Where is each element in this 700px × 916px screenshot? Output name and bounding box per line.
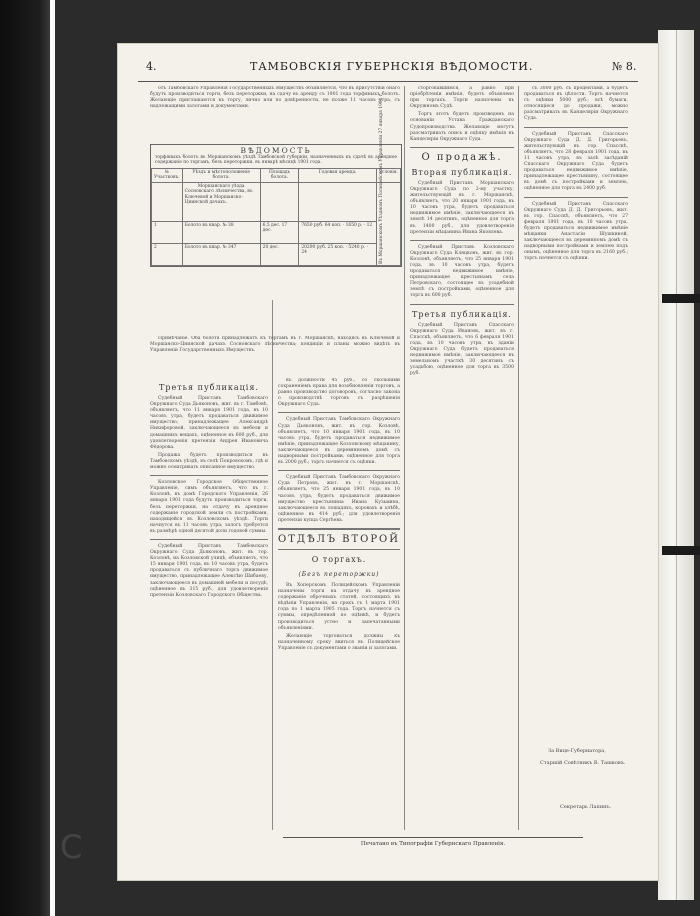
signoff-name: Старшій Совѣтникъ В. Ташковъ. bbox=[540, 760, 626, 766]
notice-paragraph: Торгъ этотъ будетъ произведенъ на основаніи Устава Гражданскаго Судопроизводства. Желающіе могутъ разсматривать опись и оцѣнку имѣнія въ Канцеляріи Окружнаго Суда. bbox=[410, 112, 514, 142]
table-cell: Моршанскаго уѣзда Сосновскаго лѣсничества, въ Ключевой и Моршанско-Цнинской дачахъ. bbox=[182, 182, 260, 221]
side-mark: C bbox=[60, 828, 83, 866]
section-subheading: Вторая публикація. bbox=[411, 167, 513, 177]
issue-number: № 8. bbox=[612, 60, 637, 73]
section-subheading: О торгахъ. bbox=[311, 554, 367, 564]
table-header: Уѣздъ и мѣстоположеніе болота. bbox=[182, 168, 260, 182]
table-header: Площадь болота. bbox=[260, 168, 299, 182]
notice-paragraph: Продажа будетъ производиться въ Тамбовскомъ уѣздѣ, въ селѣ Покровскомъ, гдѣ и можно осматривать описанное имущество. bbox=[150, 452, 268, 471]
column-divider bbox=[272, 300, 273, 830]
table-header: Условія. bbox=[376, 168, 400, 182]
column-1 bbox=[150, 378, 268, 830]
notice-paragraph: съ 3000 руб. съ процентами, а будетъ продаваться въ цѣлости. Торгъ начнется съ оцѣнки 5000 руб.; всѣ бумаги, относящіеся до продажи, можно разсматривать въ Канцеляріи Окружнаго Суда. bbox=[524, 86, 628, 122]
table-header: № Участковъ. bbox=[152, 168, 183, 182]
gutter-mark bbox=[662, 546, 700, 555]
notice-paragraph: Судебный Приставъ Моршанскаго Окружнаго Суда по 2-му участку, жительствующій въ г. Моршанскѣ, объявляетъ, что 20 января 1901 года, въ 10 часовъ утра, будетъ продаваться недвижимое имѣніе, заключающееся въ землѣ 14 десятинъ, оцѣненное для торга въ 1400 руб., для удовлетворенія претензіи мѣщанина Ивана Яковлева. bbox=[410, 180, 514, 235]
section-heading: О продажѣ. bbox=[421, 151, 503, 163]
table-row: 1 Болото въ квар. № 38 6,5 дес. 17 дес. 7650 руб. 64 коп. · 1650 р. · 12 bbox=[152, 221, 401, 243]
table-header: Годовая аренда. bbox=[299, 168, 377, 182]
notice-paragraph: сторговавшимся, а равно при пріобрѣтеніи имѣнія, будетъ объявлено при торгахъ. Торги назначены въ Окружномъ Судѣ. bbox=[410, 86, 514, 110]
notice-paragraph: Судебный Приставъ Козловскаго Окружнаго Суда Кляцковъ, жит. въ гор. Козловѣ, объявляетъ, что 25 января 1901 года, въ 10 часовъ утра, будетъ продаваться недвижимое имѣніе, принадлежащее крестьянамъ села Петровскаго, состоящее въ усадебной землѣ съ постройками, оцѣненное для торга въ 600 руб. bbox=[410, 244, 514, 299]
signoff-title: За Вице-Губернатора, bbox=[548, 748, 606, 754]
page-edge bbox=[658, 30, 694, 900]
gutter-mark bbox=[662, 294, 700, 303]
section-heading: Третья публикація. bbox=[159, 383, 259, 392]
notice-paragraph: Судебный Приставъ Тамбовскаго Окружнаго Суда Дьяконовъ, жит. въ гор. Козловѣ, на Козловской улицѣ, объявляетъ, что 15 января 1901 года, въ 10 часовъ утра, будетъ продаваться съ публичнаго торга движимое имущество, принадлежащее Алексѣю Шибаеву, заключающееся въ домашней мебели и посудѣ, оцѣненное въ 315 руб., для удовлетворенія претензіи Козловскаго Городского Общества. bbox=[150, 543, 268, 598]
notice-paragraph: Судебный Приставъ Тамбовскаго Окружнаго Суда Дьяконовъ, жит. въ г. Тамбовѣ, объявляетъ, что 11 января 1901 года, въ 10 часовъ утра, будетъ продаваться движимое имущество, принадлежащее Александрѣ Никифоровой, заключающееся въ мебели и домашнихъ вещахъ, оцѣненное въ 600 руб., для удовлетворенія претензіи Андрея Ивановича Фёдорова. bbox=[150, 396, 268, 450]
column-divider bbox=[404, 86, 405, 830]
column-4 bbox=[524, 86, 628, 726]
notice-paragraph: Желающіе торговаться должны къ назначенному сроку явиться въ Полицейское Управленіе съ документами о званіи и залогами. bbox=[278, 633, 400, 651]
secretary: Секретарь Лапинъ. bbox=[560, 804, 612, 810]
section-subheading: (Безъ переторжки) bbox=[298, 570, 380, 578]
notice-paragraph: Судебный Приставъ Тамбовскаго Окружнаго Суда Дьяконовъ, жит. въ гор. Козловѣ, объявляетъ, что 10 января 1901 года, въ 10 часовъ утра, будетъ продаваться недвижимое имѣніе, принадлежащее Козловскому мѣщанину, заключающееся въ деревянномъ домѣ съ надворными постройками, оцѣненное для торга въ 2000 руб.; торгъ начнется съ оцѣнки. bbox=[278, 417, 400, 466]
scan-border bbox=[0, 0, 55, 916]
notice-paragraph: Судебный Приставъ Спасскаго Окружнаго Суда Д. Д. Григорьевъ, жительствующій въ гор. Спасскѣ, объявляетъ, что 28 февраля 1901 года, въ 11 часовъ утра, въ залѣ засѣданій Спасскаго Окружнаго Суда будетъ продаваться недвижимое имѣніе, принадлежащее крестьянину, состоящее въ домѣ съ постройками и землею, оцѣненное для торга въ 2400 руб. bbox=[524, 131, 628, 192]
column-divider bbox=[518, 86, 519, 830]
notice-paragraph: Въ Хоперскомъ Полицейскомъ Управленіи назначены торги на отдачу въ арендное содержаніе оброчныхъ статей, состоящихъ въ вѣдѣніи Управленія, на срокъ съ 1 марта 1901 года по 1 марта 1905 года. Торгъ начнется съ суммы, опредѣленной по оцѣнкѣ, и будетъ производиться устно и запечатанными объявленіями. bbox=[278, 582, 400, 631]
table-title: ВѢДОМОСТЬ bbox=[240, 146, 312, 155]
column-3 bbox=[410, 86, 514, 830]
notice-paragraph: Судебный Приставъ Спасскаго Окружнаго Суда Ивановъ, жит. въ г. Спасскѣ, объявляетъ, что 6 февраля 1901 года, въ 10 часовъ утра, въ зданіи Окружнаго Суда будетъ продаваться недвижимое имѣніе, заключающееся въ земельномъ участкѣ 30 десятинъ съ усадьбою, оцѣненное для торга въ 3500 руб. bbox=[410, 322, 514, 377]
notice-paragraph: Судебный Приставъ Тамбовскаго Окружнаго Суда Петровъ, жит. въ г. Моршанскѣ, объявляетъ, что 25 января 1901 года, въ 10 часовъ утра, будетъ продаваться движимое имущество крестьянина Ивана Кузьмина, заключающееся въ лошадяхъ, коровахъ и хлѣбѣ, оцѣненное въ 414 руб.; для удовлетворенія претензіи купца Сергѣева. bbox=[278, 475, 400, 523]
footer-rule bbox=[283, 837, 583, 838]
section-heading: ОТДѢЛЪ ВТОРОЙ bbox=[278, 533, 400, 545]
header-rule bbox=[138, 81, 638, 82]
table-vertical-note: Въ Моршанскомъ Уѣздномъ Полицейскомъ Управленіи 27 января 1901 г. bbox=[376, 182, 400, 265]
notice-paragraph: въ должности 45 руб., со сколькими сохраненіемъ права для возобновленія торговъ, а равно производство договоровъ, согласно закона о производствѣ торговъ съ разрѣшенія Окружнаго Суда. bbox=[278, 378, 400, 408]
top-notice: отъ Тамбовскаго Управленія Государственныхъ Имуществъ объявляется, что въ присутствіи онаго будутъ производиться торги, безъ переторжки, на сдачу въ аренду съ 1901 года торфяныхъ болотъ. Желающіе приглашаются къ торгу, лично или по довѣренности, не позже 11 часовъ утра, съ надлежащими залогами и документами. bbox=[150, 86, 400, 110]
page-title: ТАМБОВСКІЯ ГУБЕРНСКІЯ ВѢДОМОСТИ. bbox=[250, 60, 534, 73]
notice-paragraph: Козловское Городское Общественное Управленіе, симъ объявляетъ, что въ г. Козловѣ, въ домѣ Городского Управленія, 26 января 1901 года будутъ производиться торги, безъ переторжки, на отдачу въ арендное содержаніе городской земли съ постройками, находящейся въ Козловскомъ уѣздѣ. Торги начнутся въ 11 часовъ утра; залогъ требуется въ размѣрѣ одной десятой доли годовой суммы. bbox=[150, 480, 268, 534]
page-number: 4. bbox=[146, 60, 157, 73]
table-row: 2 Болото въ квар. № 347 20 дес. 20290 руб. 25 коп. · 5240 р. · 24 bbox=[152, 243, 401, 265]
section-subheading: Третья публикація. bbox=[412, 309, 512, 319]
notice-paragraph: Судебный Приставъ Спасскаго Окружнаго Суда Д. Д. Григорьевъ, жит. въ гор. Спасскѣ, объявляетъ, что 27 февраля 1901 года, въ 10 часовъ утра, будетъ продаваться недвижимое имѣніе мѣщанки Анастасіи Шушкиной, заключающееся въ деревянномъ домѣ съ надворными постройками и землею подъ онымъ, оцѣненное для торга въ 2160 руб.; торгъ начнется съ оцѣнки. bbox=[524, 201, 628, 262]
table-subtitle: торфяныхъ болотъ въ Моршанскомъ уѣздѣ Тамбовской губерніи, назначенныхъ къ сдачѣ въ арендное содержаніе по торгамъ, безъ переторжки, въ январѣ мѣсяцѣ 1901 года. bbox=[155, 154, 397, 165]
table-note: Примѣчаніе. Оба болота принадлежатъ къ торгамъ въ г. Моршанскѣ, находясь въ Ключевой и Моршанско-Цнинской дачахъ Сосновскаго лѣсничества; кондиціи и планы можно видѣть въ Управленіи Государственныхъ Имуществъ. bbox=[150, 336, 400, 354]
printer-imprint: Печатано въ Типографіи Губернскаго Правленія. bbox=[360, 841, 506, 847]
column-2 bbox=[278, 378, 400, 830]
